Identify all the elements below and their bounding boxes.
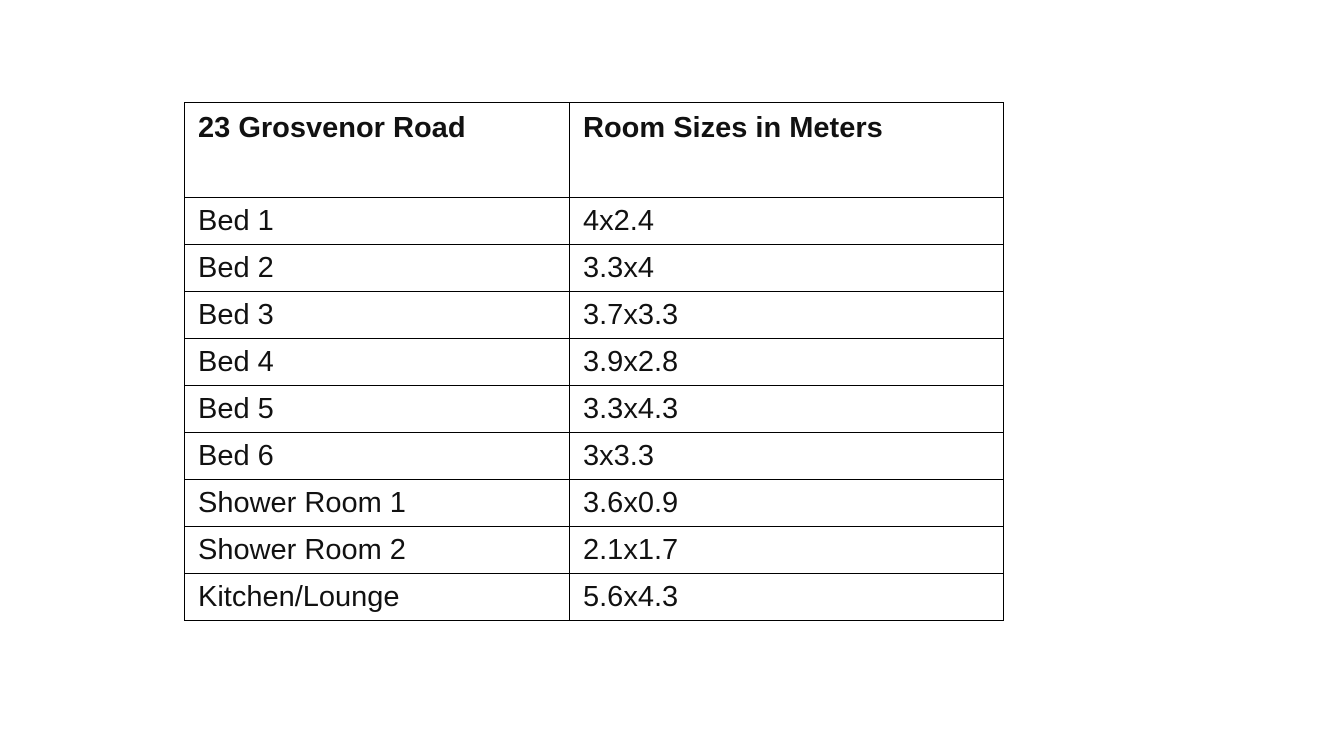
room-size-cell: 5.6x4.3 bbox=[570, 574, 1004, 621]
room-sizes-table bbox=[184, 102, 1004, 621]
room-size-cell: 3x3.3 bbox=[570, 433, 1004, 480]
room-size-cell: 3.7x3.3 bbox=[570, 292, 1004, 339]
room-name-cell: Bed 5 bbox=[185, 386, 570, 433]
table-row bbox=[185, 527, 1004, 574]
header-room-sizes: Room Sizes in Meters bbox=[570, 103, 1004, 198]
header-address: 23 Grosvenor Road bbox=[185, 103, 570, 198]
room-name-cell: Bed 1 bbox=[185, 198, 570, 245]
room-size-cell: 3.6x0.9 bbox=[570, 480, 1004, 527]
room-name-cell: Bed 2 bbox=[185, 245, 570, 292]
table-row bbox=[185, 292, 1004, 339]
table-row bbox=[185, 480, 1004, 527]
room-size-cell: 3.9x2.8 bbox=[570, 339, 1004, 386]
room-name-cell: Kitchen/Lounge bbox=[185, 574, 570, 621]
table-row bbox=[185, 198, 1004, 245]
table-row bbox=[185, 339, 1004, 386]
table-row bbox=[185, 245, 1004, 292]
room-name-cell: Bed 3 bbox=[185, 292, 570, 339]
room-size-cell: 2.1x1.7 bbox=[570, 527, 1004, 574]
table-header-row bbox=[185, 103, 1004, 198]
table-row bbox=[185, 433, 1004, 480]
room-size-cell: 3.3x4.3 bbox=[570, 386, 1004, 433]
room-name-cell: Shower Room 1 bbox=[185, 480, 570, 527]
room-name-cell: Bed 4 bbox=[185, 339, 570, 386]
table-row bbox=[185, 574, 1004, 621]
table-row bbox=[185, 386, 1004, 433]
room-name-cell: Shower Room 2 bbox=[185, 527, 570, 574]
room-size-cell: 3.3x4 bbox=[570, 245, 1004, 292]
room-size-cell: 4x2.4 bbox=[570, 198, 1004, 245]
room-name-cell: Bed 6 bbox=[185, 433, 570, 480]
